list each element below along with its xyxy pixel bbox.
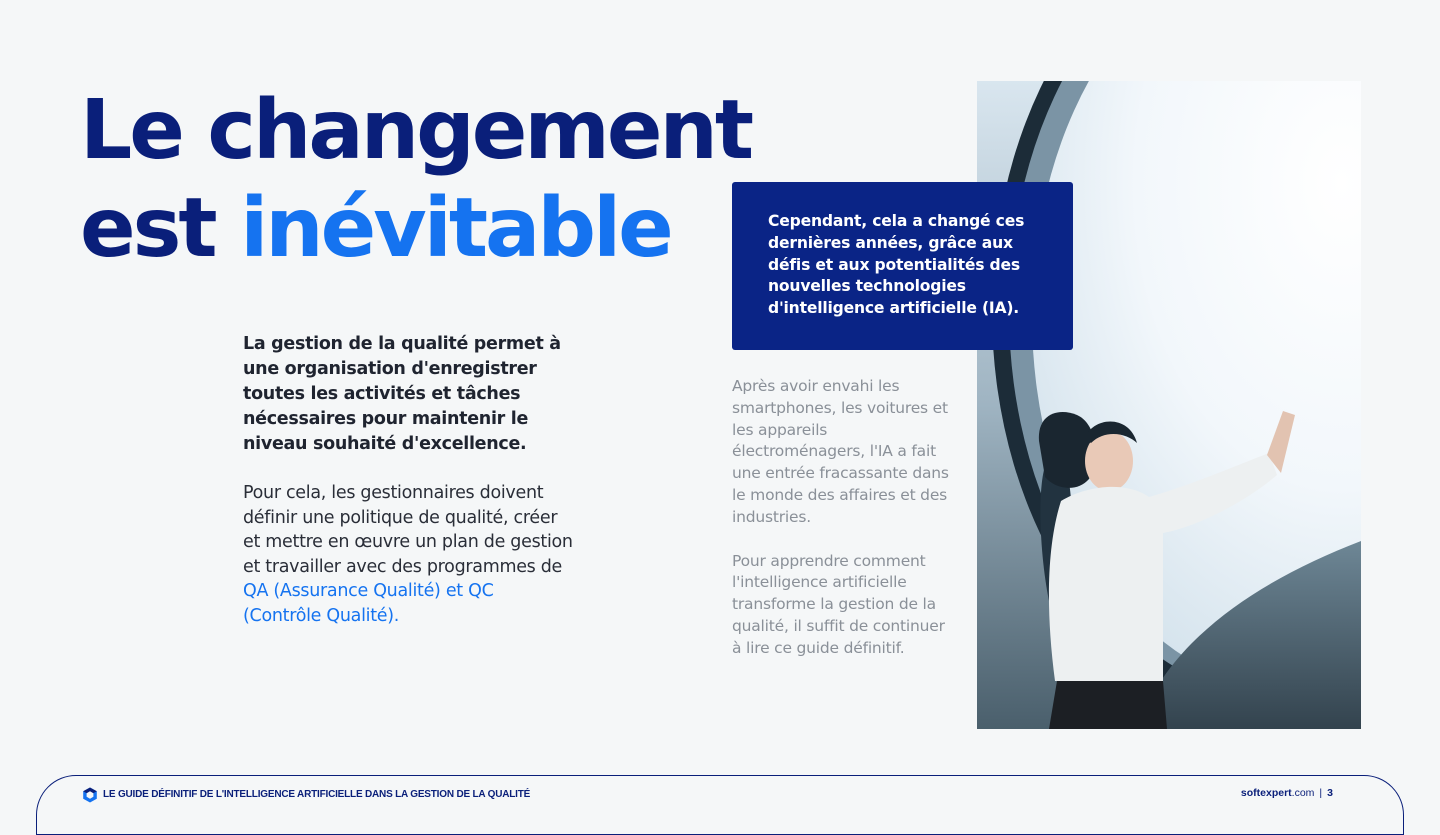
body-text: Pour cela, les gestionnaires doivent définir une politique de qualité, créer et mettre en œuvre un plan de gestion et travailler avec des programmes de (243, 483, 573, 577)
footer-separator: | (1319, 787, 1323, 799)
intro-paragraph: La gestion de la qualité permet à une organisation d'enregistrer toutes les activités et tâches nécessaires pour maintenir le niveau souhaité d'excellence. (243, 334, 561, 454)
page-title (80, 82, 751, 278)
title-line-2-prefix: est (80, 181, 215, 276)
footer-bar (36, 775, 1404, 835)
page-number: 3 (1327, 787, 1333, 799)
hero-photo (977, 81, 1361, 729)
callout-text: Cependant, cela a changé ces dernières années, grâce aux défis et aux potentialités des nouvelles technologies d'intelligence artificielle (IA). (768, 212, 1025, 318)
footer-guide-title: LE GUIDE DÉFINITIF DE L'INTELLIGENCE ARTIFICIELLE DANS LA GESTION DE LA QUALITÉ (103, 789, 531, 800)
qa-qc-link[interactable]: QA (Assurance Qualité) et QC (Contrôle Qualité). (243, 581, 494, 626)
side-text-column (732, 376, 957, 660)
title-line-2-accent: inévitable (240, 181, 671, 276)
side-paragraph-1: Après avoir envahi les smartphones, les voitures et les appareils électroménagers, l'IA a fait une entrée fracassante dans le monde des affaires et des industries. (732, 377, 949, 526)
footer-brand: softexpert (1240, 787, 1292, 799)
title-line-1: Le changement (80, 83, 752, 178)
footer-site-info (1241, 787, 1333, 799)
callout-box (732, 182, 1073, 350)
footer-tld: .com (1291, 787, 1315, 799)
side-paragraph-2: Pour apprendre comment l'intelligence artificielle transforme la gestion de la qualité, il suffit de continuer à lire ce guide définitif. (732, 551, 945, 657)
softexpert-logo-icon (82, 787, 98, 803)
body-paragraph (243, 481, 573, 629)
